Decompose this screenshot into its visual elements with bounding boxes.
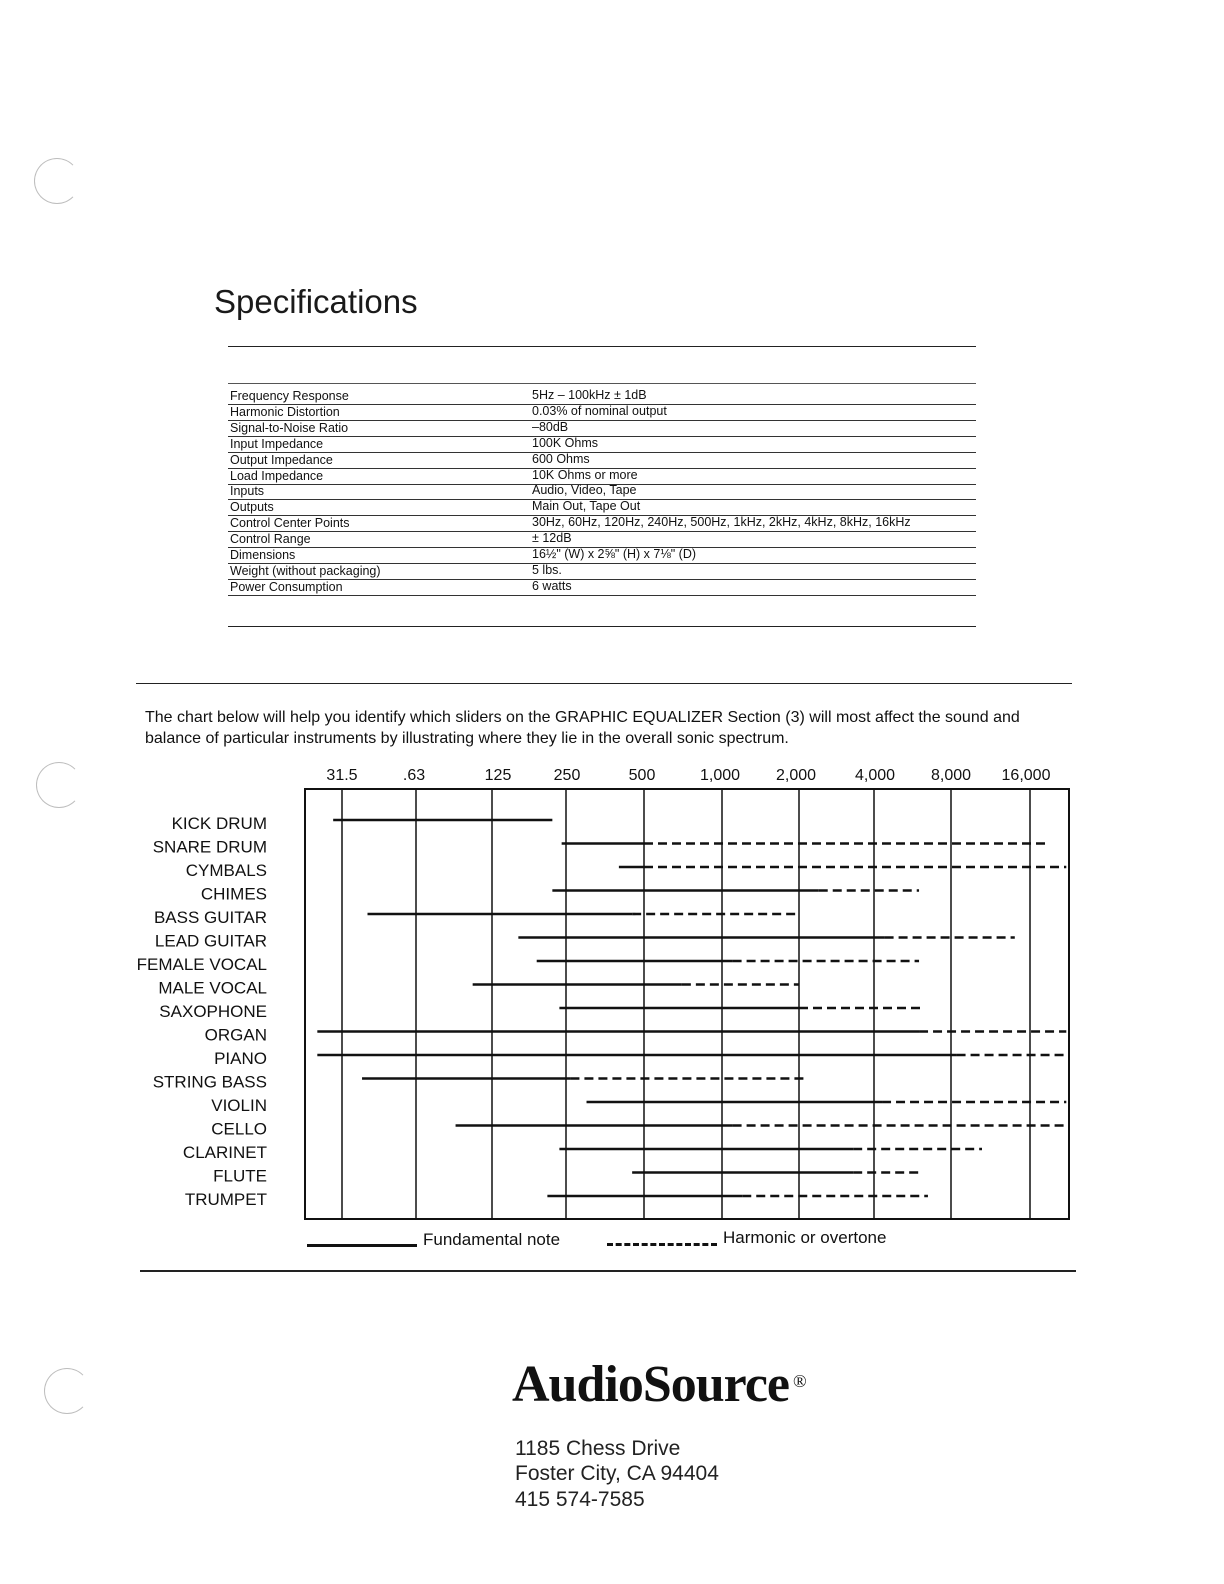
spec-value: 600 Ohms [532,451,590,466]
spec-label: Input Impedance [230,436,324,451]
x-tick-label: 8,000 [930,767,972,784]
instrument-label: BASS GUITAR [153,908,267,927]
spec-value: 0.03% of nominal output [532,403,667,418]
instrument-label: VIOLIN [211,1096,267,1115]
spec-value: 5Hz – 100kHz ± 1dB [532,388,647,402]
instrument-label: FEMALE VOCAL [136,955,267,974]
instrument-label: MALE VOCAL [158,978,267,998]
address-city: Foster City, CA 94404 [515,1462,719,1485]
legend-dashed-line [607,1243,717,1246]
spec-label: Weight (without packaging) [230,563,381,578]
instrument-label: SAXOPHONE [159,1002,267,1021]
instrument-label: STRING BASS [152,1072,267,1092]
spec-value: 5 lbs. [532,562,562,577]
legend-fundamental-label: Fundamental note [423,1230,561,1249]
address-street: 1185 Chess Drive [515,1437,681,1460]
spec-value: –80dB [532,419,569,434]
spec-value: 100K Ohms [532,435,599,450]
spec-label: Power Consumption [230,579,343,594]
instrument-label: CELLO [211,1119,267,1139]
instrument-label: ORGAN [204,1025,267,1045]
spec-value: Main Out, Tape Out [532,499,641,514]
page-title: Specifications [214,283,418,320]
x-tick-label: 250 [553,767,581,784]
spec-value: 10K Ohms or more [532,467,638,482]
x-tick-label: 4,000 [854,767,896,784]
instrument-label: FLUTE [213,1166,267,1186]
instrument-label: CHIMES [200,884,267,904]
divider-chart-bottom [140,1270,1076,1272]
x-tick-label: 16,000 [1001,767,1051,784]
phone-number: 415 574-7585 [515,1488,645,1511]
instrument-label: CYMBALS [185,861,267,880]
spec-label: Signal-to-Noise Ratio [230,420,349,435]
spec-label: Control Range [230,532,311,547]
x-tick-label: .63 [402,767,426,784]
spec-value: ± 12dB [532,531,572,546]
x-tick-label: 2,000 [775,767,817,784]
chart-frame [305,789,1069,1219]
spec-label: Harmonic Distortion [230,404,340,419]
spec-label: Dimensions [230,548,296,562]
instrument-label: PIANO [214,1049,267,1068]
brand-name: AudioSource [512,1356,789,1413]
spec-label: Control Center Points [230,516,350,531]
instrument-label: CLARINET [182,1143,267,1162]
x-tick-label: 31.5 [326,767,358,784]
x-tick-label: 500 [628,767,656,784]
chart-intro-text: The chart below will help you identify which sliders on the GRAPHIC EQUALIZER Section (3) will most affect the sound and balance of particular instruments by illustrating where they lie in the overall sonic spectrum. [145,709,1020,747]
spec-label: Frequency Response [230,389,349,403]
x-tick-label: 125 [484,767,512,784]
spec-value: 6 watts [532,578,572,593]
legend-harmonic-label: Harmonic or overtone [723,1228,887,1247]
brand-logo [512,1355,806,1414]
instrument-label: SNARE DRUM [152,837,267,857]
spec-value: 16½" (W) x 2⅝" (H) x 7⅛" (D) [532,547,697,561]
instrument-label: LEAD GUITAR [154,931,267,951]
spec-label: Outputs [230,500,274,515]
instrument-label: TRUMPET [184,1190,267,1209]
spec-label: Inputs [230,484,265,499]
spec-value: 30Hz, 60Hz, 120Hz, 240Hz, 500Hz, 1kHz, 2kHz, 4kHz, 8kHz, 16kHz [532,515,911,530]
spec-value: Audio, Video, Tape [532,483,637,498]
spec-label: Output Impedance [230,452,333,467]
x-tick-label: 1,000 [699,767,741,784]
instrument-label: KICK DRUM [171,814,267,833]
registered-mark: ® [792,1371,806,1391]
spec-label: Load Impedance [230,468,324,483]
legend-solid-line [307,1244,417,1247]
